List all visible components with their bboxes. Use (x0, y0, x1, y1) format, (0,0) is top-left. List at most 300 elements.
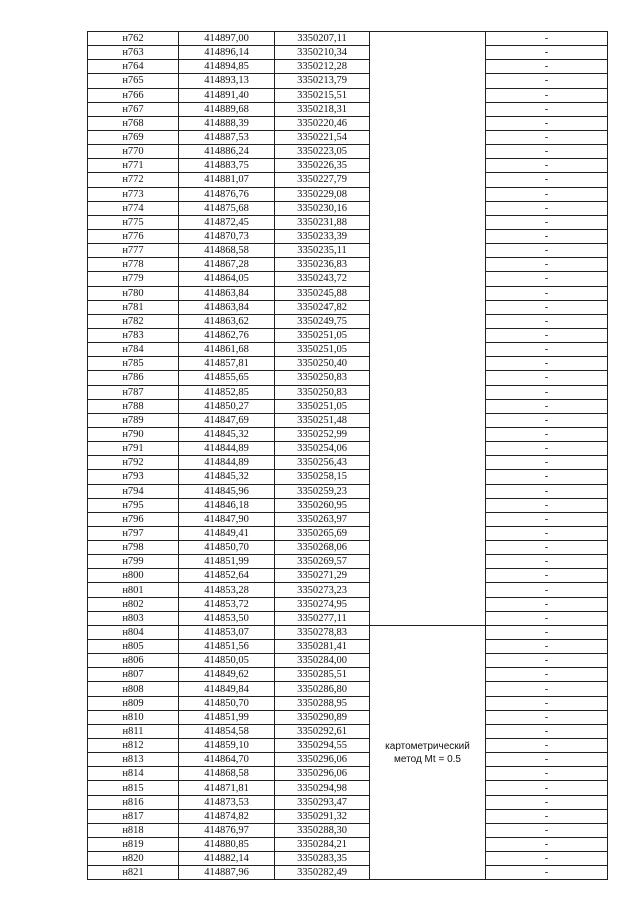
x-coordinate-cell: 414868,58 (179, 244, 275, 258)
table-row (88, 781, 608, 795)
table-row (88, 640, 608, 654)
y-coordinate-cell: 3350285,51 (275, 668, 370, 682)
accuracy-cell: - (486, 286, 608, 300)
x-coordinate-cell: 414894,85 (179, 60, 275, 74)
accuracy-cell: - (486, 654, 608, 668)
table-row (88, 753, 608, 767)
accuracy-cell: - (486, 229, 608, 243)
accuracy-cell: - (486, 258, 608, 272)
y-coordinate-cell: 3350296,06 (275, 767, 370, 781)
y-coordinate-cell: 3350286,80 (275, 682, 370, 696)
table-row (88, 427, 608, 441)
accuracy-cell: - (486, 809, 608, 823)
table-row (88, 328, 608, 342)
y-coordinate-cell: 3350213,79 (275, 74, 370, 88)
x-coordinate-cell: 414846,18 (179, 498, 275, 512)
point-id-cell: н786 (88, 371, 179, 385)
table-row (88, 456, 608, 470)
y-coordinate-cell: 3350252,99 (275, 427, 370, 441)
point-id-cell: н814 (88, 767, 179, 781)
table-row (88, 541, 608, 555)
point-id-cell: н821 (88, 866, 179, 880)
table-row (88, 823, 608, 837)
coordinates-table-body (88, 32, 608, 880)
y-coordinate-cell: 3350250,83 (275, 385, 370, 399)
table-row (88, 32, 608, 46)
y-coordinate-cell: 3350281,41 (275, 640, 370, 654)
accuracy-cell: - (486, 512, 608, 526)
table-row (88, 215, 608, 229)
table-row (88, 852, 608, 866)
accuracy-cell: - (486, 625, 608, 639)
table-row (88, 88, 608, 102)
x-coordinate-cell: 414880,85 (179, 838, 275, 852)
point-id-cell: н787 (88, 385, 179, 399)
accuracy-cell: - (486, 555, 608, 569)
x-coordinate-cell: 414896,14 (179, 46, 275, 60)
y-coordinate-cell: 3350294,55 (275, 739, 370, 753)
x-coordinate-cell: 414882,14 (179, 852, 275, 866)
y-coordinate-cell: 3350256,43 (275, 456, 370, 470)
point-id-cell: н765 (88, 74, 179, 88)
table-row (88, 159, 608, 173)
point-id-cell: н812 (88, 739, 179, 753)
point-id-cell: н805 (88, 640, 179, 654)
table-row (88, 498, 608, 512)
y-coordinate-cell: 3350207,11 (275, 32, 370, 46)
y-coordinate-cell: 3350250,83 (275, 371, 370, 385)
y-coordinate-cell: 3350236,83 (275, 258, 370, 272)
x-coordinate-cell: 414881,07 (179, 173, 275, 187)
table-row (88, 484, 608, 498)
y-coordinate-cell: 3350210,34 (275, 46, 370, 60)
accuracy-cell: - (486, 498, 608, 512)
x-coordinate-cell: 414893,13 (179, 74, 275, 88)
x-coordinate-cell: 414849,41 (179, 526, 275, 540)
y-coordinate-cell: 3350251,05 (275, 328, 370, 342)
x-coordinate-cell: 414845,32 (179, 427, 275, 441)
method-cell: картометрический метод Mt = 0.5 (370, 625, 486, 880)
x-coordinate-cell: 414863,84 (179, 300, 275, 314)
point-id-cell: н807 (88, 668, 179, 682)
table-row (88, 767, 608, 781)
x-coordinate-cell: 414849,84 (179, 682, 275, 696)
y-coordinate-cell: 3350243,72 (275, 272, 370, 286)
accuracy-cell: - (486, 541, 608, 555)
x-coordinate-cell: 414887,96 (179, 866, 275, 880)
table-row (88, 60, 608, 74)
accuracy-cell: - (486, 682, 608, 696)
y-coordinate-cell: 3350292,61 (275, 724, 370, 738)
point-id-cell: н790 (88, 427, 179, 441)
table-row (88, 173, 608, 187)
accuracy-cell: - (486, 399, 608, 413)
y-coordinate-cell: 3350260,95 (275, 498, 370, 512)
y-coordinate-cell: 3350293,47 (275, 795, 370, 809)
y-coordinate-cell: 3350288,95 (275, 696, 370, 710)
accuracy-cell: - (486, 852, 608, 866)
table-row (88, 682, 608, 696)
point-id-cell: н789 (88, 413, 179, 427)
x-coordinate-cell: 414863,84 (179, 286, 275, 300)
x-coordinate-cell: 414853,50 (179, 611, 275, 625)
x-coordinate-cell: 414850,05 (179, 654, 275, 668)
table-row (88, 145, 608, 159)
accuracy-cell: - (486, 173, 608, 187)
y-coordinate-cell: 3350269,57 (275, 555, 370, 569)
accuracy-cell: - (486, 314, 608, 328)
y-coordinate-cell: 3350278,83 (275, 625, 370, 639)
table-row (88, 668, 608, 682)
x-coordinate-cell: 414867,28 (179, 258, 275, 272)
y-coordinate-cell: 3350233,39 (275, 229, 370, 243)
y-coordinate-cell: 3350288,30 (275, 823, 370, 837)
x-coordinate-cell: 414862,76 (179, 328, 275, 342)
table-row (88, 512, 608, 526)
point-id-cell: н818 (88, 823, 179, 837)
table-row (88, 724, 608, 738)
table-row (88, 597, 608, 611)
accuracy-cell: - (486, 102, 608, 116)
point-id-cell: н763 (88, 46, 179, 60)
y-coordinate-cell: 3350220,46 (275, 116, 370, 130)
point-id-cell: н811 (88, 724, 179, 738)
point-id-cell: н800 (88, 569, 179, 583)
point-id-cell: н813 (88, 753, 179, 767)
point-id-cell: н796 (88, 512, 179, 526)
accuracy-cell: - (486, 456, 608, 470)
y-coordinate-cell: 3350271,29 (275, 569, 370, 583)
table-row (88, 272, 608, 286)
point-id-cell: н797 (88, 526, 179, 540)
x-coordinate-cell: 414863,62 (179, 314, 275, 328)
accuracy-cell: - (486, 583, 608, 597)
y-coordinate-cell: 3350235,11 (275, 244, 370, 258)
x-coordinate-cell: 414847,69 (179, 413, 275, 427)
table-row (88, 866, 608, 880)
accuracy-cell: - (486, 484, 608, 498)
table-row (88, 46, 608, 60)
x-coordinate-cell: 414897,00 (179, 32, 275, 46)
x-coordinate-cell: 414864,70 (179, 753, 275, 767)
table-row (88, 102, 608, 116)
y-coordinate-cell: 3350215,51 (275, 88, 370, 102)
table-row (88, 286, 608, 300)
table-row (88, 258, 608, 272)
y-coordinate-cell: 3350251,05 (275, 399, 370, 413)
point-id-cell: н803 (88, 611, 179, 625)
y-coordinate-cell: 3350273,23 (275, 583, 370, 597)
point-id-cell: н802 (88, 597, 179, 611)
y-coordinate-cell: 3350265,69 (275, 526, 370, 540)
table-row (88, 809, 608, 823)
table-row (88, 130, 608, 144)
point-id-cell: н778 (88, 258, 179, 272)
y-coordinate-cell: 3350277,11 (275, 611, 370, 625)
accuracy-cell: - (486, 696, 608, 710)
y-coordinate-cell: 3350245,88 (275, 286, 370, 300)
x-coordinate-cell: 414859,10 (179, 739, 275, 753)
accuracy-cell: - (486, 60, 608, 74)
accuracy-cell: - (486, 753, 608, 767)
point-id-cell: н769 (88, 130, 179, 144)
y-coordinate-cell: 3350231,88 (275, 215, 370, 229)
accuracy-cell: - (486, 739, 608, 753)
y-coordinate-cell: 3350284,21 (275, 838, 370, 852)
accuracy-cell: - (486, 159, 608, 173)
x-coordinate-cell: 414844,89 (179, 442, 275, 456)
point-id-cell: н820 (88, 852, 179, 866)
point-id-cell: н815 (88, 781, 179, 795)
table-row (88, 838, 608, 852)
point-id-cell: н817 (88, 809, 179, 823)
point-id-cell: н771 (88, 159, 179, 173)
accuracy-cell: - (486, 130, 608, 144)
point-id-cell: н792 (88, 456, 179, 470)
x-coordinate-cell: 414850,70 (179, 541, 275, 555)
table-row (88, 470, 608, 484)
point-id-cell: н801 (88, 583, 179, 597)
y-coordinate-cell: 3350254,06 (275, 442, 370, 456)
point-id-cell: н791 (88, 442, 179, 456)
accuracy-cell: - (486, 371, 608, 385)
table-row (88, 357, 608, 371)
accuracy-cell: - (486, 74, 608, 88)
table-row (88, 526, 608, 540)
accuracy-cell: - (486, 201, 608, 215)
x-coordinate-cell: 414876,97 (179, 823, 275, 837)
table-row (88, 654, 608, 668)
table-row (88, 74, 608, 88)
coordinates-table (87, 31, 608, 880)
point-id-cell: н781 (88, 300, 179, 314)
table-row (88, 442, 608, 456)
y-coordinate-cell: 3350258,15 (275, 470, 370, 484)
y-coordinate-cell: 3350218,31 (275, 102, 370, 116)
accuracy-cell: - (486, 823, 608, 837)
table-row (88, 413, 608, 427)
table-row (88, 583, 608, 597)
accuracy-cell: - (486, 795, 608, 809)
x-coordinate-cell: 414886,24 (179, 145, 275, 159)
accuracy-cell: - (486, 781, 608, 795)
point-id-cell: н799 (88, 555, 179, 569)
point-id-cell: н808 (88, 682, 179, 696)
y-coordinate-cell: 3350290,89 (275, 710, 370, 724)
y-coordinate-cell: 3350259,23 (275, 484, 370, 498)
table-row (88, 201, 608, 215)
point-id-cell: н767 (88, 102, 179, 116)
table-row (88, 625, 608, 639)
accuracy-cell: - (486, 385, 608, 399)
accuracy-cell: - (486, 597, 608, 611)
accuracy-cell: - (486, 215, 608, 229)
point-id-cell: н762 (88, 32, 179, 46)
x-coordinate-cell: 414873,53 (179, 795, 275, 809)
y-coordinate-cell: 3350274,95 (275, 597, 370, 611)
accuracy-cell: - (486, 32, 608, 46)
x-coordinate-cell: 414850,70 (179, 696, 275, 710)
point-id-cell: н788 (88, 399, 179, 413)
table-row (88, 696, 608, 710)
point-id-cell: н764 (88, 60, 179, 74)
y-coordinate-cell: 3350229,08 (275, 187, 370, 201)
table-row (88, 399, 608, 413)
accuracy-cell: - (486, 569, 608, 583)
table-row (88, 343, 608, 357)
x-coordinate-cell: 414888,39 (179, 116, 275, 130)
point-id-cell: н775 (88, 215, 179, 229)
accuracy-cell: - (486, 88, 608, 102)
accuracy-cell: - (486, 668, 608, 682)
table-row (88, 385, 608, 399)
y-coordinate-cell: 3350226,35 (275, 159, 370, 173)
point-id-cell: н766 (88, 88, 179, 102)
y-coordinate-cell: 3350251,48 (275, 413, 370, 427)
accuracy-cell: - (486, 611, 608, 625)
point-id-cell: н784 (88, 343, 179, 357)
accuracy-cell: - (486, 187, 608, 201)
point-id-cell: н783 (88, 328, 179, 342)
point-id-cell: н777 (88, 244, 179, 258)
accuracy-cell: - (486, 710, 608, 724)
x-coordinate-cell: 414870,73 (179, 229, 275, 243)
y-coordinate-cell: 3350251,05 (275, 343, 370, 357)
table-row (88, 371, 608, 385)
y-coordinate-cell: 3350247,82 (275, 300, 370, 314)
x-coordinate-cell: 414855,65 (179, 371, 275, 385)
point-id-cell: н785 (88, 357, 179, 371)
y-coordinate-cell: 3350291,32 (275, 809, 370, 823)
y-coordinate-cell: 3350283,35 (275, 852, 370, 866)
y-coordinate-cell: 3350282,49 (275, 866, 370, 880)
point-id-cell: н795 (88, 498, 179, 512)
x-coordinate-cell: 414891,40 (179, 88, 275, 102)
accuracy-cell: - (486, 343, 608, 357)
accuracy-cell: - (486, 357, 608, 371)
point-id-cell: н774 (88, 201, 179, 215)
y-coordinate-cell: 3350296,06 (275, 753, 370, 767)
y-coordinate-cell: 3350249,75 (275, 314, 370, 328)
y-coordinate-cell: 3350212,28 (275, 60, 370, 74)
point-id-cell: н773 (88, 187, 179, 201)
x-coordinate-cell: 414853,07 (179, 625, 275, 639)
x-coordinate-cell: 414874,82 (179, 809, 275, 823)
y-coordinate-cell: 3350223,05 (275, 145, 370, 159)
x-coordinate-cell: 414847,90 (179, 512, 275, 526)
table-row (88, 314, 608, 328)
x-coordinate-cell: 414852,64 (179, 569, 275, 583)
y-coordinate-cell: 3350268,06 (275, 541, 370, 555)
point-id-cell: н816 (88, 795, 179, 809)
table-row (88, 300, 608, 314)
x-coordinate-cell: 414853,28 (179, 583, 275, 597)
table-row (88, 187, 608, 201)
table-row (88, 739, 608, 753)
x-coordinate-cell: 414854,58 (179, 724, 275, 738)
x-coordinate-cell: 414889,68 (179, 102, 275, 116)
accuracy-cell: - (486, 526, 608, 540)
accuracy-cell: - (486, 640, 608, 654)
accuracy-cell: - (486, 244, 608, 258)
y-coordinate-cell: 3350294,98 (275, 781, 370, 795)
point-id-cell: н776 (88, 229, 179, 243)
y-coordinate-cell: 3350227,79 (275, 173, 370, 187)
accuracy-cell: - (486, 767, 608, 781)
y-coordinate-cell: 3350284,00 (275, 654, 370, 668)
x-coordinate-cell: 414845,32 (179, 470, 275, 484)
table-row (88, 555, 608, 569)
x-coordinate-cell: 414861,68 (179, 343, 275, 357)
accuracy-cell: - (486, 145, 608, 159)
point-id-cell: н768 (88, 116, 179, 130)
accuracy-cell: - (486, 413, 608, 427)
point-id-cell: н804 (88, 625, 179, 639)
accuracy-cell: - (486, 470, 608, 484)
x-coordinate-cell: 414845,96 (179, 484, 275, 498)
table-row (88, 611, 608, 625)
y-coordinate-cell: 3350250,40 (275, 357, 370, 371)
accuracy-cell: - (486, 838, 608, 852)
method-cell-empty (370, 32, 486, 626)
point-id-cell: н806 (88, 654, 179, 668)
table-row (88, 795, 608, 809)
point-id-cell: н770 (88, 145, 179, 159)
x-coordinate-cell: 414887,53 (179, 130, 275, 144)
x-coordinate-cell: 414876,76 (179, 187, 275, 201)
x-coordinate-cell: 414871,81 (179, 781, 275, 795)
point-id-cell: н780 (88, 286, 179, 300)
point-id-cell: н798 (88, 541, 179, 555)
accuracy-cell: - (486, 442, 608, 456)
y-coordinate-cell: 3350263,97 (275, 512, 370, 526)
x-coordinate-cell: 414852,85 (179, 385, 275, 399)
x-coordinate-cell: 414851,99 (179, 710, 275, 724)
table-row (88, 710, 608, 724)
accuracy-cell: - (486, 866, 608, 880)
point-id-cell: н810 (88, 710, 179, 724)
x-coordinate-cell: 414868,58 (179, 767, 275, 781)
accuracy-cell: - (486, 328, 608, 342)
x-coordinate-cell: 414851,56 (179, 640, 275, 654)
x-coordinate-cell: 414849,62 (179, 668, 275, 682)
table-row (88, 116, 608, 130)
accuracy-cell: - (486, 46, 608, 60)
x-coordinate-cell: 414875,68 (179, 201, 275, 215)
x-coordinate-cell: 414857,81 (179, 357, 275, 371)
x-coordinate-cell: 414851,99 (179, 555, 275, 569)
accuracy-cell: - (486, 300, 608, 314)
point-id-cell: н793 (88, 470, 179, 484)
x-coordinate-cell: 414872,45 (179, 215, 275, 229)
y-coordinate-cell: 3350221,54 (275, 130, 370, 144)
point-id-cell: н794 (88, 484, 179, 498)
point-id-cell: н782 (88, 314, 179, 328)
y-coordinate-cell: 3350230,16 (275, 201, 370, 215)
accuracy-cell: - (486, 272, 608, 286)
table-row (88, 244, 608, 258)
table-row (88, 229, 608, 243)
point-id-cell: н809 (88, 696, 179, 710)
point-id-cell: н819 (88, 838, 179, 852)
x-coordinate-cell: 414864,05 (179, 272, 275, 286)
accuracy-cell: - (486, 724, 608, 738)
point-id-cell: н779 (88, 272, 179, 286)
x-coordinate-cell: 414853,72 (179, 597, 275, 611)
x-coordinate-cell: 414844,89 (179, 456, 275, 470)
point-id-cell: н772 (88, 173, 179, 187)
accuracy-cell: - (486, 427, 608, 441)
